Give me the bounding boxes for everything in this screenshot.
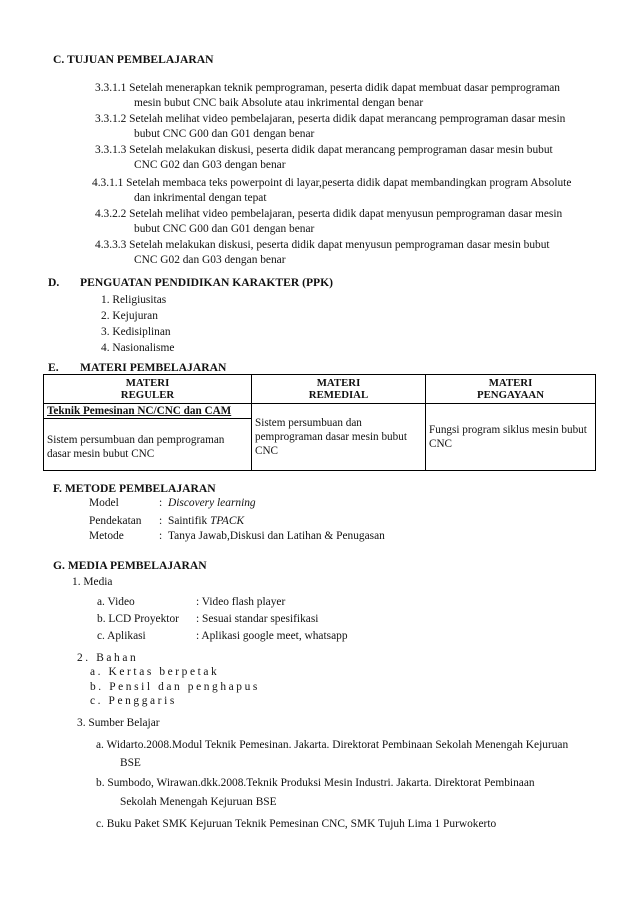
header-pengayaan-line-1: MATERI [488,377,533,389]
approach-plain: Saintifik [168,515,211,527]
source-c-line-1: c. Buku Paket SMK Kejuruan Teknik Pemesinan CNC, SMK Tujuh Lima 1 Purwokerto [96,818,497,830]
source-a-line-1: a. Widarto.2008.Modul Teknik Pemesinan. Jakarta. Direktorat Pembinaan Sekolah Menengah Kejuruan [96,739,569,751]
section-e-title: MATERI PEMBELAJARAN [80,361,227,374]
section-d-title: PENGUATAN PENDIDIKAN KARAKTER (PPK) [80,276,334,289]
header-reguler-line-1: MATERI [125,377,170,389]
section-f-title: F. METODE PEMBELAJARAN [53,482,216,495]
header-reguler-line-2: REGULER [120,389,175,401]
objective-6-line-1: 4.3.3.3 Setelah melakukan diskusi, peserta didik dapat menyusun pemprograman dasar mesin bubut [95,239,550,251]
media-subtitle: 1. Media [72,576,113,588]
objective-4-line-1: 4.3.1.1 Setelah membaca teks powerpoint di layar,peserta didik dapat membandingkan program Absolute [92,177,572,189]
header-pengayaan [426,375,596,404]
header-remedial-line-1: MATERI [316,377,361,389]
objective-5-line-1: 4.3.2.2 Setelah melihat video pembelajaran, peserta didik dapat menyusun pemprograman dasar mesin [95,208,563,220]
section-e-letter: E. [48,361,59,374]
character-item: 1. Religiusitas [101,294,167,306]
objective-1-line-1: 3.3.1.1 Setelah menerapkan teknik pemprograman, peserta didik dapat membuat dasar pemprograman [95,82,560,94]
materi-table [43,374,596,471]
objective-3-line-2: CNC G02 dan G03 dengan benar [134,159,286,171]
header-reguler [44,375,252,404]
source-b-line-2: Sekolah Menengah Kejuruan BSE [120,796,277,808]
method-model-value: Discovery learning [168,497,256,509]
approach-italic: TPACK [210,515,245,527]
objective-2-line-1: 3.3.1.2 Setelah melihat video pembelajaran, peserta didik dapat merancang pemprograman dasar mesin [95,113,566,125]
reguler-text: Sistem persumbuan dan pemprograman dasar mesin bubut CNC [47,434,225,460]
objective-4-line-2: dan inkrimental dengan tepat [134,192,267,204]
objective-5-line-2: bubut CNC G00 dan G01 dengan benar [134,223,315,235]
method-metode-value: Tanya Jawab,Diskusi dan Latihan & Penugasan [168,530,385,542]
bahan-item: a. Kertas berpetak [90,666,220,678]
section-d-letter: D. [48,276,60,289]
cell-pengayaan: Fungsi program siklus mesin bubut CNC [426,404,596,471]
materi-content-row [44,404,596,471]
cell-remedial: Sistem persumbuan dan pemprograman dasar mesin bubut CNC [252,404,426,471]
method-metode-sep: : [159,530,163,542]
media-item-value: : Sesuai standar spesifikasi [196,613,319,625]
character-item: 3. Kedisiplinan [101,326,171,338]
method-model-sep: : [159,497,163,509]
media-item-value: : Video flash player [196,596,286,608]
sumber-subtitle: 3. Sumber Belajar [77,717,160,729]
objective-2-line-2: bubut CNC G00 dan G01 dengan benar [134,128,315,140]
reguler-topic-title: Teknik Pemesinan NC/CNC dan CAM [44,404,251,419]
bahan-subtitle: 2. Bahan [77,652,139,664]
character-item: 2. Kejujuran [101,310,158,322]
objective-3-line-1: 3.3.1.3 Setelah melakukan diskusi, peserta didik dapat merancang pemprograman dasar mesin bubut [95,144,553,156]
method-approach-label: Pendekatan [89,515,142,527]
header-pengayaan-line-2: PENGAYAAN [477,389,544,401]
method-model-label: Model [89,497,119,509]
header-remedial [252,375,426,404]
section-c-title: C. TUJUAN PEMBELAJARAN [53,53,214,66]
method-approach-sep: : [159,515,163,527]
materi-header-row [44,375,596,404]
media-item-key: b. LCD Proyektor [97,613,179,625]
objective-1-line-2: mesin bubut CNC baik Absolute atau inkrimental dengan benar [134,97,424,109]
objective-6-line-2: CNC G02 dan G03 dengan benar [134,254,286,266]
media-item-key: a. Video [97,596,135,608]
header-remedial-line-2: REMEDIAL [308,389,369,401]
media-item-value: : Aplikasi google meet, whatsapp [196,630,348,642]
method-metode-label: Metode [89,530,124,542]
cell-reguler [44,404,252,471]
media-item-key: c. Aplikasi [97,630,146,642]
method-approach-value [168,515,244,527]
source-a-line-2: BSE [120,757,141,769]
source-b-line-1: b. Sumbodo, Wirawan.dkk.2008.Teknik Produksi Mesin Industri. Jakarta. Direktorat Pembinaan [96,777,535,789]
bahan-item: b. Pensil dan penghapus [90,681,260,693]
bahan-item: c. Penggaris [90,695,177,707]
character-item: 4. Nasionalisme [101,342,175,354]
section-g-title: G. MEDIA PEMBELAJARAN [53,559,207,572]
